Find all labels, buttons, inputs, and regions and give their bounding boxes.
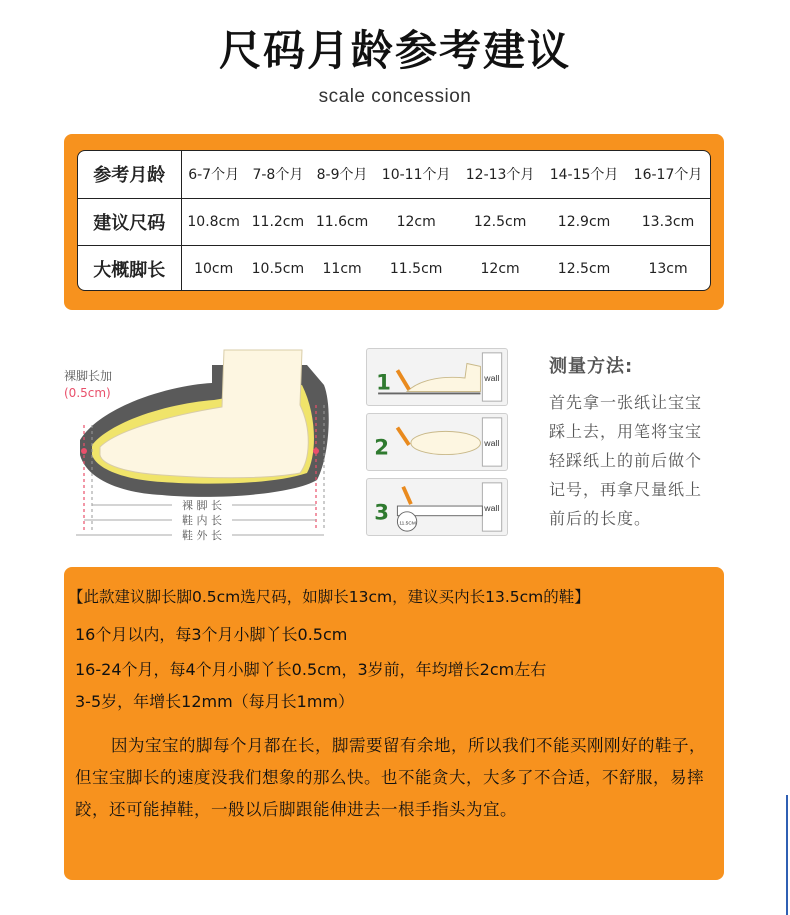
row-header-age: 参考月龄	[78, 151, 181, 198]
method-line: 前后的长度。	[549, 509, 652, 528]
table-cell: 12-13个月	[465, 167, 535, 184]
row-header-size: 建议尺码	[78, 198, 181, 245]
ruler-reading: 11.5CM	[399, 521, 416, 527]
table-cell: 11.5cm	[374, 245, 458, 291]
advice-headline: 【此款建议脚长脚0.5cm选尺码，如脚长13cm，建议买内长13.5cm的鞋】	[68, 588, 590, 606]
advice-line: 3-5岁，年增长12mm（每月长1mm）	[75, 692, 355, 711]
table-row	[78, 198, 710, 245]
advice-line: 16个月以内，每3个月小脚丫长0.5cm	[75, 625, 348, 644]
method-line: 首先拿一张纸让宝宝	[549, 393, 703, 412]
size-table	[77, 150, 711, 291]
table-cell: 11.2cm	[246, 198, 310, 245]
note-extra-label: (0.5cm)	[64, 386, 111, 400]
table-cell: 10cm	[181, 245, 246, 291]
step-card-1	[366, 348, 508, 406]
size-table-panel	[64, 134, 724, 310]
table-cell: 12cm	[458, 245, 542, 291]
table-cell: 7-8个月	[252, 167, 304, 184]
table-cell: 14-15个月	[549, 167, 619, 184]
pencil-icon	[403, 487, 411, 504]
row-header-foot-length: 大概脚长	[78, 245, 181, 291]
advice-panel	[64, 567, 724, 880]
advice-paragraph-text: 因为宝宝的脚每个月都在长，脚需要留有余地，所以我们不能买刚刚好的鞋子，但宝宝脚长的速度没我们想象的那么快。也不能贪大，大多了不合适，不舒服，易摔跤，还可能掉鞋，一般以后脚跟能伸进去一根手指头为宜。	[75, 736, 706, 819]
step-number-2: 2	[374, 435, 390, 461]
table-cell: 16-17个月	[633, 167, 703, 184]
table-cell: 10-11个月	[381, 167, 451, 184]
table-row	[78, 151, 710, 198]
method-description	[549, 388, 729, 533]
step-card-2	[366, 413, 508, 471]
wall-label: wall	[484, 437, 500, 448]
table-cell: 11.6cm	[310, 198, 374, 245]
measure-label-bare-foot: 裸 脚 长	[182, 499, 222, 512]
measure-label-inner: 鞋 内 长	[182, 514, 222, 527]
advice-line: 16-24个月，每4个月小脚丫长0.5cm，3岁前，年均增长2cm左右	[75, 660, 547, 679]
table-cell: 12.9cm	[542, 198, 626, 245]
table-row	[78, 245, 710, 291]
measure-label-outer: 鞋 外 长	[182, 529, 222, 542]
step-number-3: 3	[374, 500, 390, 526]
table-cell: 13cm	[626, 245, 710, 291]
method-title: 测量方法:	[549, 356, 634, 377]
advice-paragraph	[75, 730, 719, 826]
table-cell: 8-9个月	[316, 167, 368, 184]
table-cell: 12cm	[374, 198, 458, 245]
table-cell: 10.8cm	[181, 198, 246, 245]
pencil-icon	[397, 370, 409, 389]
note-label: 裸脚长加	[64, 369, 113, 383]
table-cell: 6-7个月	[188, 167, 240, 184]
shoe-foot-illustration	[62, 345, 342, 545]
table-cell: 13.3cm	[626, 198, 710, 245]
method-line: 记号，再拿尺量纸上	[549, 480, 703, 499]
method-line: 轻踩纸上的前后做个	[549, 451, 703, 470]
pencil-icon	[397, 428, 409, 445]
measurement-steps	[366, 348, 508, 538]
wall-label: wall	[484, 372, 500, 383]
edge-marker	[786, 795, 788, 915]
page-subtitle: scale concession	[318, 86, 472, 107]
table-cell: 12.5cm	[458, 198, 542, 245]
wall-label: wall	[484, 502, 500, 513]
step-card-3	[366, 478, 508, 536]
table-cell: 10.5cm	[246, 245, 310, 291]
page-title: 尺码月龄参考建议	[218, 26, 571, 75]
step-number-1: 1	[376, 370, 391, 396]
table-cell: 12.5cm	[542, 245, 626, 291]
method-line: 踩上去，用笔将宝宝	[549, 422, 703, 441]
table-cell: 11cm	[310, 245, 374, 291]
